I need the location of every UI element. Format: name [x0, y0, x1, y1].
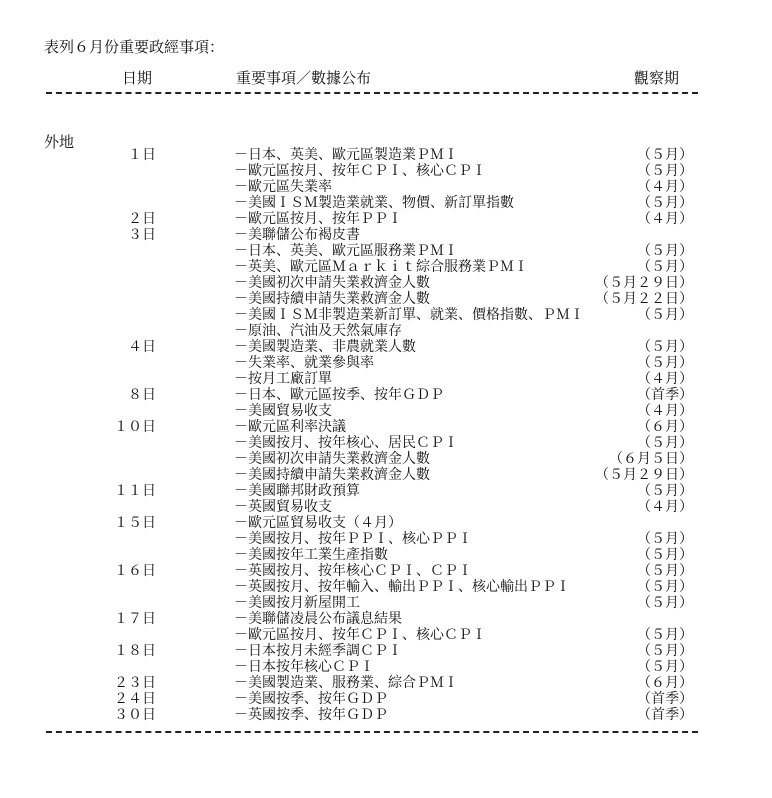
bottom-divider — [46, 731, 698, 733]
table-row — [0, 467, 772, 483]
row-event: －美國初次申請失業救濟金人數 — [234, 275, 430, 291]
row-period: （４月） — [637, 211, 693, 227]
row-period: （５月） — [637, 659, 693, 675]
row-event: －美國按月、按年核心、居民ＣＰＩ — [234, 435, 458, 451]
table-row — [0, 451, 772, 467]
table-row — [0, 675, 772, 691]
row-period: （５月２２日） — [595, 291, 693, 307]
row-period: （６月５日） — [609, 451, 693, 467]
table-row — [0, 275, 772, 291]
events-table — [0, 147, 772, 723]
table-row — [0, 563, 772, 579]
table-row — [0, 595, 772, 611]
table-row — [0, 259, 772, 275]
row-period: （５月） — [637, 563, 693, 579]
table-row — [0, 291, 772, 307]
row-period: （５月） — [637, 195, 693, 211]
row-event: －英國貿易收支 — [234, 499, 332, 515]
row-period: （５月） — [637, 339, 693, 355]
table-row — [0, 307, 772, 323]
row-event: －美國持續申請失業救濟金人數 — [234, 291, 430, 307]
row-event: －美國按季、按年ＧＤＰ — [234, 691, 388, 707]
row-event: －英國按月、按年核心ＣＰＩ、ＣＰＩ — [234, 563, 472, 579]
row-period: （５月） — [637, 579, 693, 595]
row-event: －日本、英美、歐元區製造業ＰＭＩ — [234, 147, 458, 163]
table-row — [0, 691, 772, 707]
table-row — [0, 419, 772, 435]
row-period: （５月） — [637, 627, 693, 643]
row-event: －日本按月未經季調ＣＰＩ — [234, 643, 402, 659]
table-row — [0, 163, 772, 179]
row-date: ２３日 — [114, 675, 156, 691]
table-row — [0, 387, 772, 403]
row-event: －英美、歐元區Ｍａｒｋｉｔ綜合服務業ＰＭＩ — [234, 259, 528, 275]
row-event: －美聯儲凌晨公布議息結果 — [234, 611, 402, 627]
row-period: （５月） — [637, 531, 693, 547]
row-period: （首季） — [637, 691, 693, 707]
row-date: ３日 — [128, 227, 156, 243]
row-event: －美國貿易收支 — [234, 403, 332, 419]
table-row — [0, 179, 772, 195]
table-row — [0, 323, 772, 339]
row-period: （５月２９日） — [595, 275, 693, 291]
row-event: －按月工廠訂單 — [234, 371, 332, 387]
row-period: （４月） — [637, 403, 693, 419]
table-row — [0, 707, 772, 723]
row-date: ４日 — [128, 339, 156, 355]
row-date: １１日 — [114, 483, 156, 499]
table-row — [0, 611, 772, 627]
row-event: －歐元區失業率 — [234, 179, 332, 195]
table-row — [0, 515, 772, 531]
row-event: －美國製造業、非農就業人數 — [234, 339, 416, 355]
row-period: （４月） — [637, 371, 693, 387]
row-event: －原油、汽油及天然氣庫存 — [234, 323, 402, 339]
row-event: －美國持續申請失業救濟金人數 — [234, 467, 430, 483]
table-row — [0, 531, 772, 547]
table-row — [0, 547, 772, 563]
column-header-date: 日期 — [122, 69, 153, 87]
row-date: １５日 — [114, 515, 156, 531]
column-header-event: 重要事項／數據公布 — [236, 69, 372, 87]
row-period: （首季） — [637, 387, 693, 403]
row-period: （５月） — [637, 243, 693, 259]
row-date: １７日 — [114, 611, 156, 627]
table-row — [0, 643, 772, 659]
row-event: －美國按年工業生產指數 — [234, 547, 388, 563]
table-row — [0, 339, 772, 355]
row-event: －美國ＩＳＭ非製造業新訂單、就業、價格指數、ＰＭＩ — [234, 307, 584, 323]
row-date: ３０日 — [114, 707, 156, 723]
row-event: －日本按年核心ＣＰＩ — [234, 659, 374, 675]
row-date: １６日 — [114, 563, 156, 579]
row-period: （５月） — [637, 483, 693, 499]
row-event: －美國按月、按年ＰＰＩ、核心ＰＰＩ — [234, 531, 472, 547]
row-period: （６月） — [637, 419, 693, 435]
top-divider — [46, 92, 698, 94]
table-row — [0, 403, 772, 419]
row-period: （首季） — [637, 707, 693, 723]
row-period: （５月） — [637, 163, 693, 179]
table-row — [0, 659, 772, 675]
region-label: 外地 — [44, 133, 75, 151]
row-event: －美聯儲公布褐皮書 — [234, 227, 360, 243]
row-event: －歐元區按月、按年ＣＰＩ、核心ＣＰＩ — [234, 163, 486, 179]
table-row — [0, 627, 772, 643]
table-row — [0, 195, 772, 211]
row-period: （４月） — [637, 179, 693, 195]
row-period: （６月） — [637, 675, 693, 691]
row-date: １０日 — [114, 419, 156, 435]
row-event: －歐元區按月、按年ＰＰＩ — [234, 211, 402, 227]
table-row — [0, 355, 772, 371]
row-period: （５月） — [637, 259, 693, 275]
row-event: －歐元區利率決議 — [234, 419, 346, 435]
row-period: （５月） — [637, 147, 693, 163]
row-period: （５月） — [637, 643, 693, 659]
row-date: ２４日 — [114, 691, 156, 707]
row-period: （５月） — [637, 547, 693, 563]
row-date: ２日 — [128, 211, 156, 227]
row-event: －日本、英美、歐元區服務業ＰＭＩ — [234, 243, 458, 259]
row-event: －歐元區貿易收支（４月） — [234, 515, 402, 531]
row-period: （５月２９日） — [595, 467, 693, 483]
row-event: －美國按月新屋開工 — [234, 595, 360, 611]
table-row — [0, 499, 772, 515]
row-period: （５月） — [637, 435, 693, 451]
table-row — [0, 227, 772, 243]
row-period: （４月） — [637, 499, 693, 515]
row-date: １８日 — [114, 643, 156, 659]
table-row — [0, 147, 772, 163]
row-event: －美國聯邦財政預算 — [234, 483, 360, 499]
row-period: （５月） — [637, 595, 693, 611]
table-row — [0, 435, 772, 451]
table-row — [0, 483, 772, 499]
row-event: －日本、歐元區按季、按年ＧＤＰ — [234, 387, 444, 403]
row-event: －歐元區按月、按年ＣＰＩ、核心ＣＰＩ — [234, 627, 486, 643]
row-date: ８日 — [128, 387, 156, 403]
row-event: －英國按季、按年ＧＤＰ — [234, 707, 388, 723]
row-date: １日 — [128, 147, 156, 163]
table-row — [0, 579, 772, 595]
row-period: （５月） — [637, 307, 693, 323]
row-event: －失業率、就業參與率 — [234, 355, 374, 371]
row-event: －英國按月、按年輸入、輸出ＰＰＩ、核心輸出ＰＰＩ — [234, 579, 570, 595]
table-row — [0, 243, 772, 259]
row-event: －美國ＩＳＭ製造業就業、物價、新訂單指數 — [234, 195, 514, 211]
table-row — [0, 211, 772, 227]
table-row — [0, 371, 772, 387]
row-period: （５月） — [637, 355, 693, 371]
row-event: －美國初次申請失業救濟金人數 — [234, 451, 430, 467]
page-title: 表列６月份重要政經事項： — [44, 38, 225, 56]
column-header-period: 觀察期 — [634, 69, 680, 87]
row-event: －美國製造業、服務業、綜合ＰＭＩ — [234, 675, 458, 691]
